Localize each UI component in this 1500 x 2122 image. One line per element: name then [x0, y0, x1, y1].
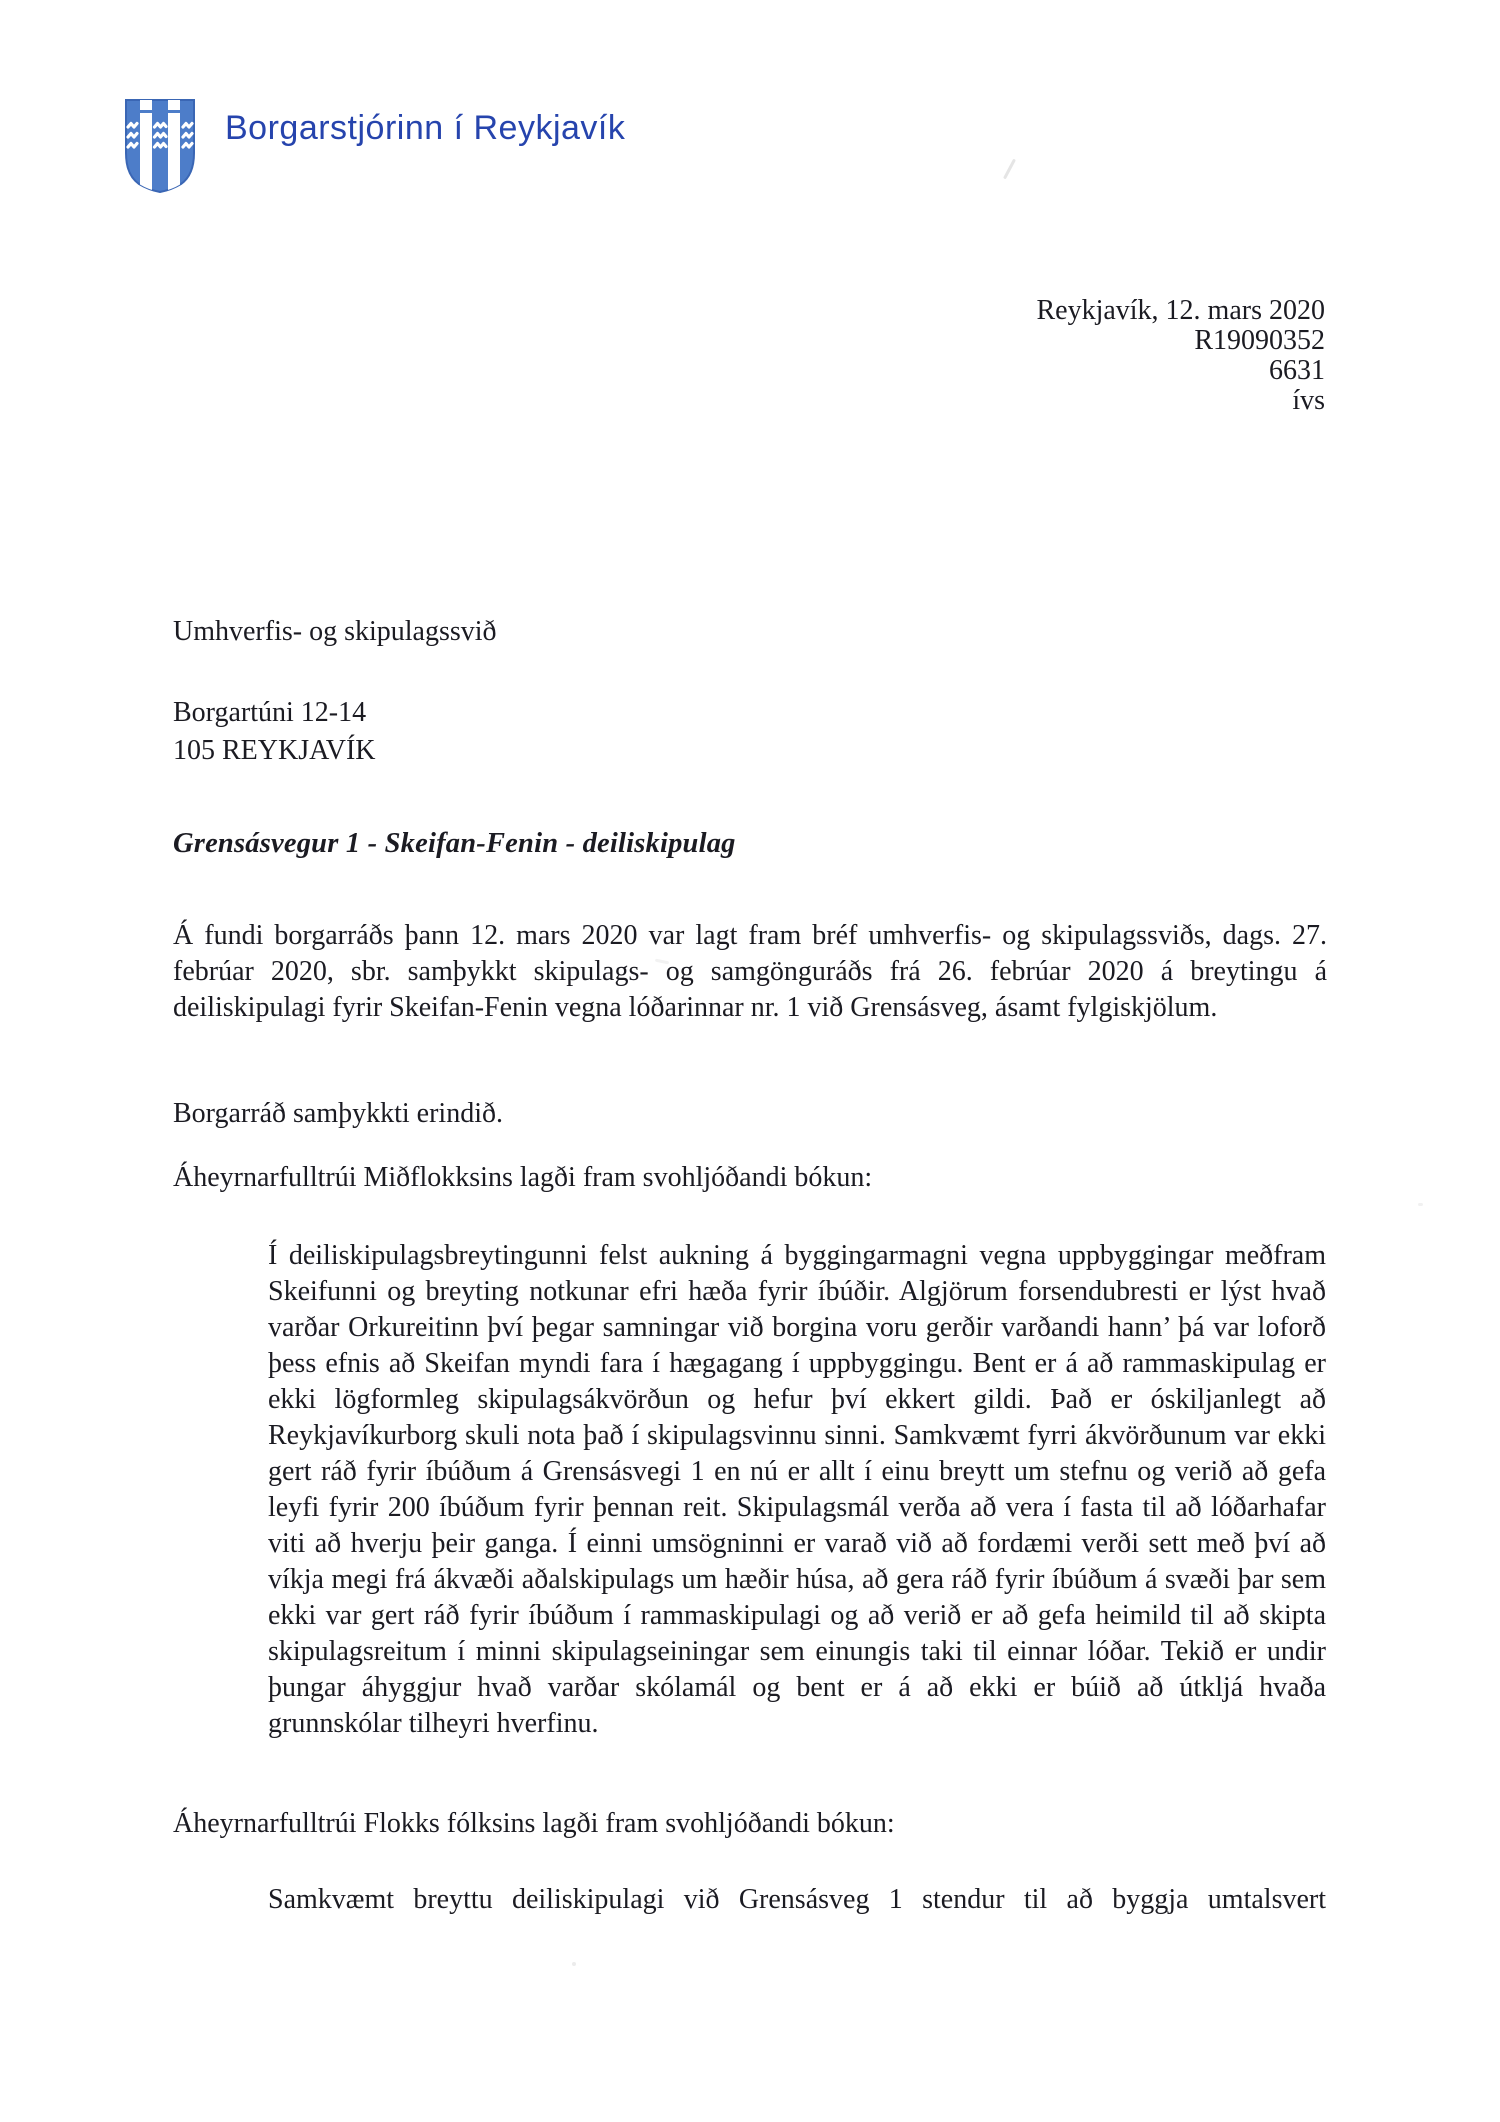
recipient-department: Umhverfis- og skipulagssvið — [173, 616, 497, 647]
reykjavik-coat-of-arms-icon — [123, 97, 197, 193]
organization-name: Borgarstjórinn í Reykjavík — [225, 109, 626, 147]
place-and-date: Reykjavík, 12. mars 2020 — [1036, 295, 1325, 326]
case-number: 6631 — [1269, 355, 1325, 386]
paragraph-introduction: Á fundi borgarráðs þann 12. mars 2020 var lagt fram bréf umhverfis- og skipulagssviðs, dags. 27. febrúar 2020, sbr. samþykkt skipulags- og samgönguráðs frá 26. febrúar 2020 á breytingu á deiliskipulagi fyrir Skeifan-Fenin vegna lóðarinnar nr. 1 við Grensásveg, ásamt fylgiskjölum. — [173, 920, 1327, 1023]
author-initials: ívs — [1292, 385, 1325, 416]
blockquote-midflokkurinn: Í deiliskipulagsbreytingunni felst aukning á byggingarmagni vegna uppbyggingar meðfram Skeifunni og breyting notkunar efri hæða fyrir íbúðir. Algjörum forsendubresti er lýst hvað varðar Orkureitinn því þegar samningar við borgina voru gerðir varðandi hann’ þá var loforð þess efnis að Skeifan myndi fara í hægagang í uppbyggingu. Bent er á að rammaskipulag er ekki lögformleg skipulagsákvörðun og hefur því ekkert gildi. Það er óskiljanlegt að Reykjavíkurborg skuli nota það í skipulagsvinnu sinni. Samkvæmt fyrri ákvörðunum var ekki gert ráð fyrir íbúðum á Grensásvegi 1 en nú er allt í einu breytt um stefnu og verið að gefa leyfi fyrir 200 íbúðum fyrir þennan reit. Skipulagsmál verða að vera í fasta til að lóðarhafar viti að hverju þeir ganga. Í einni umsögninni er varað við að fordæmi verði sett með því að víkja megi frá ákvæði aðalskipulags um hæðir húsa, að gera ráð fyrir íbúðum á svæði þar sem ekki var gert ráð fyrir íbúðum í rammaskipulagi og að verið er að gefa heimild til að skipta skipulagsreitum í minni skipulagseiningar sem einungis taki til einnar lóðar. Tekið er undir þungar áhyggjur hvað varðar skólamál og bent er á að ekki er búið að útkljá hvaða grunnskólar tilheyri hverfinu. — [268, 1240, 1326, 1739]
paragraph-flokkur-folksins-intro: Áheyrnarfulltrúi Flokks fólksins lagði fram svohljóðandi bókun: — [173, 1808, 895, 1839]
recipient-city: 105 REYKJAVÍK — [173, 735, 376, 766]
recipient-address — [173, 694, 376, 770]
letterhead — [123, 97, 625, 193]
subject-line: Grensásvegur 1 - Skeifan-Fenin - deiliskipulag — [173, 828, 736, 859]
blockquote-flokkur-folksins: Samkvæmt breyttu deiliskipulagi við Grensásveg 1 stendur til að byggja umtalsvert — [268, 1884, 1326, 1915]
scan-artifact — [572, 1962, 576, 1966]
scan-artifact — [1418, 1203, 1423, 1206]
case-reference: R19090352 — [1194, 325, 1325, 356]
paragraph-approval: Borgarráð samþykkti erindið. — [173, 1098, 503, 1129]
paragraph-midflokkurinn-intro: Áheyrnarfulltrúi Miðflokksins lagði fram svohljóðandi bókun: — [173, 1162, 873, 1193]
scan-artifact — [1003, 159, 1016, 180]
reference-block — [1036, 296, 1325, 416]
recipient-street: Borgartúni 12-14 — [173, 697, 367, 728]
